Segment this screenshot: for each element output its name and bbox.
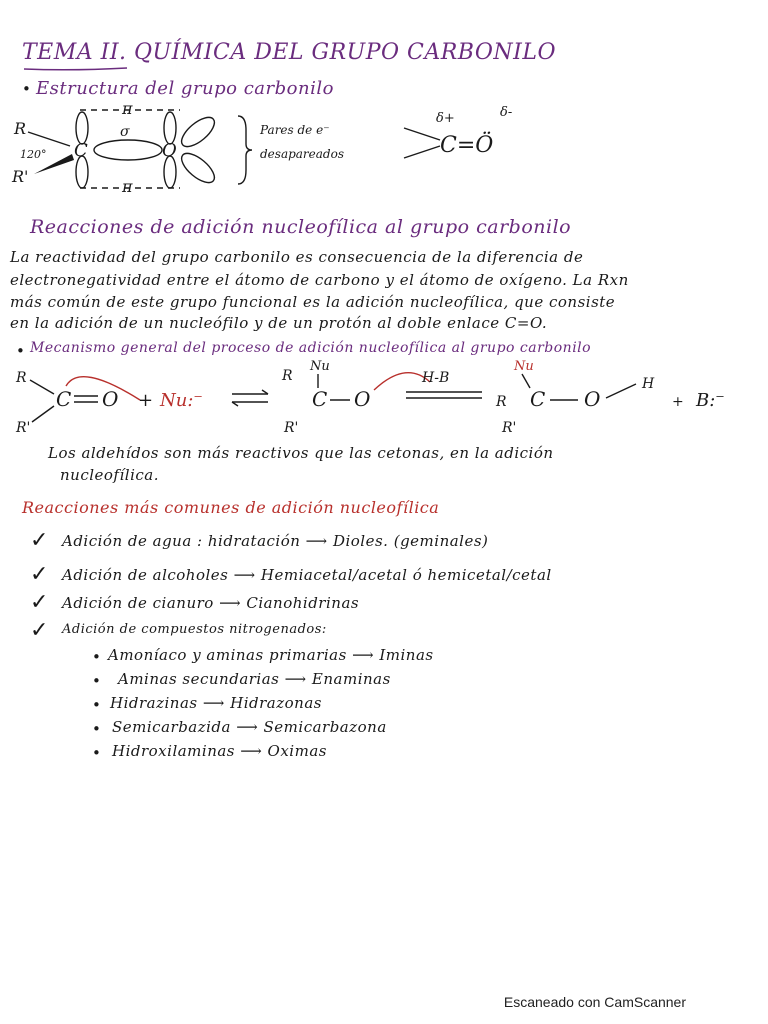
bullet-dot: •	[92, 648, 101, 666]
r-group: R	[496, 394, 507, 410]
bullet-dot: •	[92, 672, 101, 690]
oxygen-atom: O	[584, 387, 601, 411]
r-prime-group: R'	[12, 167, 29, 186]
base-label: B:⁻	[696, 390, 725, 411]
sub-item: Semicarbazida ⟶ Semicarbazona	[112, 718, 387, 736]
paragraph-line-1: La reactividad del grupo carbonilo es consecuencia de la diferencia de	[10, 248, 584, 266]
nucleophile: Nu:⁻	[160, 390, 203, 411]
reactions-heading: Reacciones de adición nucleofílica al grupo carbonilo	[30, 216, 572, 238]
bond-angle: 120°	[20, 148, 47, 161]
orbital-diagram	[10, 100, 350, 200]
mechanism-heading: Mecanismo general del proceso de adición nucleofílica al grupo carbonilo	[30, 340, 592, 356]
check-icon: ✓	[30, 590, 49, 615]
delta-minus: δ-	[500, 105, 513, 120]
delta-plus: δ+	[436, 111, 455, 126]
note-line-2: nucleofílica.	[60, 466, 159, 484]
common-heading: Reacciones más comunes de adición nucleofílica	[22, 498, 440, 517]
scanner-watermark: Escaneado con CamScanner	[503, 994, 686, 1010]
check-icon: ✓	[30, 562, 49, 587]
nu-label: Nu	[514, 360, 534, 374]
oxygen-atom: O	[102, 387, 119, 411]
bullet-dot: •	[92, 696, 101, 714]
paragraph-line-2: electronegatividad entre el átomo de carbono y el átomo de oxígeno. La Rxn	[10, 271, 629, 289]
check-icon: ✓	[30, 528, 49, 553]
common-item: Adición de cianuro ⟶ Cianohidrinas	[62, 594, 360, 612]
check-icon: ✓	[30, 618, 49, 643]
bullet-dot: •	[22, 80, 31, 98]
title-underline	[22, 66, 132, 72]
sub-item: Hidroxilaminas ⟶ Oximas	[112, 742, 327, 760]
acid-label: H-B	[422, 370, 450, 386]
polar-carbonyl	[400, 100, 540, 170]
carbon-atom: C	[74, 140, 88, 161]
common-item: Adición de agua : hidratación ⟶ Dioles. (geminales)	[62, 532, 489, 550]
brace	[238, 116, 252, 184]
common-item: Adición de alcoholes ⟶ Hemiacetal/acetal ó hemicetal/cetal	[62, 566, 552, 584]
lone-pair-orbital-bottom	[177, 148, 219, 188]
oxygen-atom: O	[162, 140, 177, 161]
pairs-label-1: Pares de e⁻	[260, 123, 330, 137]
bullet-dot: •	[92, 744, 101, 762]
sub-item: Amoníaco y aminas primarias ⟶ Iminas	[108, 646, 434, 664]
r-prime-group: R'	[502, 420, 517, 436]
carbon-atom: C	[312, 387, 328, 411]
carbon-atom: C	[56, 387, 72, 411]
note-line-1: Los aldehídos son más reactivos que las cetonas, en la adición	[48, 444, 554, 462]
polar-formula: C=Ö	[440, 133, 494, 158]
plus-sign: +	[672, 394, 684, 410]
common-item: Adición de compuestos nitrogenados:	[62, 622, 327, 637]
bullet-dot: •	[16, 342, 25, 360]
pi-top-label: π	[122, 100, 133, 118]
structure-heading: Estructura del grupo carbonilo	[36, 78, 334, 99]
plus-sign: +	[138, 390, 154, 411]
h-label: H	[642, 376, 655, 392]
title-text: QUÍMICA DEL GRUPO CARBONILO	[134, 40, 557, 65]
pi-bottom-label: π	[122, 177, 133, 196]
carbon-atom: C	[530, 387, 546, 411]
r-group: R	[16, 370, 27, 386]
sub-item: Hidrazinas ⟶ Hidrazonas	[110, 694, 322, 712]
pairs-label-2: desapareados	[260, 147, 344, 161]
title-prefix: TEMA II.	[22, 40, 127, 65]
sigma-label: σ	[120, 124, 130, 140]
r-group: R	[14, 119, 27, 138]
oxygen-atom: O	[354, 387, 371, 411]
sigma-bond-orbital	[94, 140, 162, 160]
r-prime-group: R'	[284, 420, 299, 436]
paragraph-line-4: en la adición de un nucleófilo y de un protón al doble enlace C=O.	[10, 314, 548, 332]
nu-label: Nu	[310, 360, 330, 374]
r-prime-group: R'	[16, 420, 31, 436]
r-group: R	[282, 368, 293, 384]
sub-item: Aminas secundarias ⟶ Enaminas	[118, 670, 391, 688]
mechanism-scheme	[10, 360, 750, 440]
page-title	[22, 40, 556, 65]
paragraph-line-3: más común de este grupo funcional es la adición nucleofílica, que consiste	[10, 293, 616, 311]
bullet-dot: •	[92, 720, 101, 738]
lone-pair-orbital-top	[177, 112, 219, 152]
